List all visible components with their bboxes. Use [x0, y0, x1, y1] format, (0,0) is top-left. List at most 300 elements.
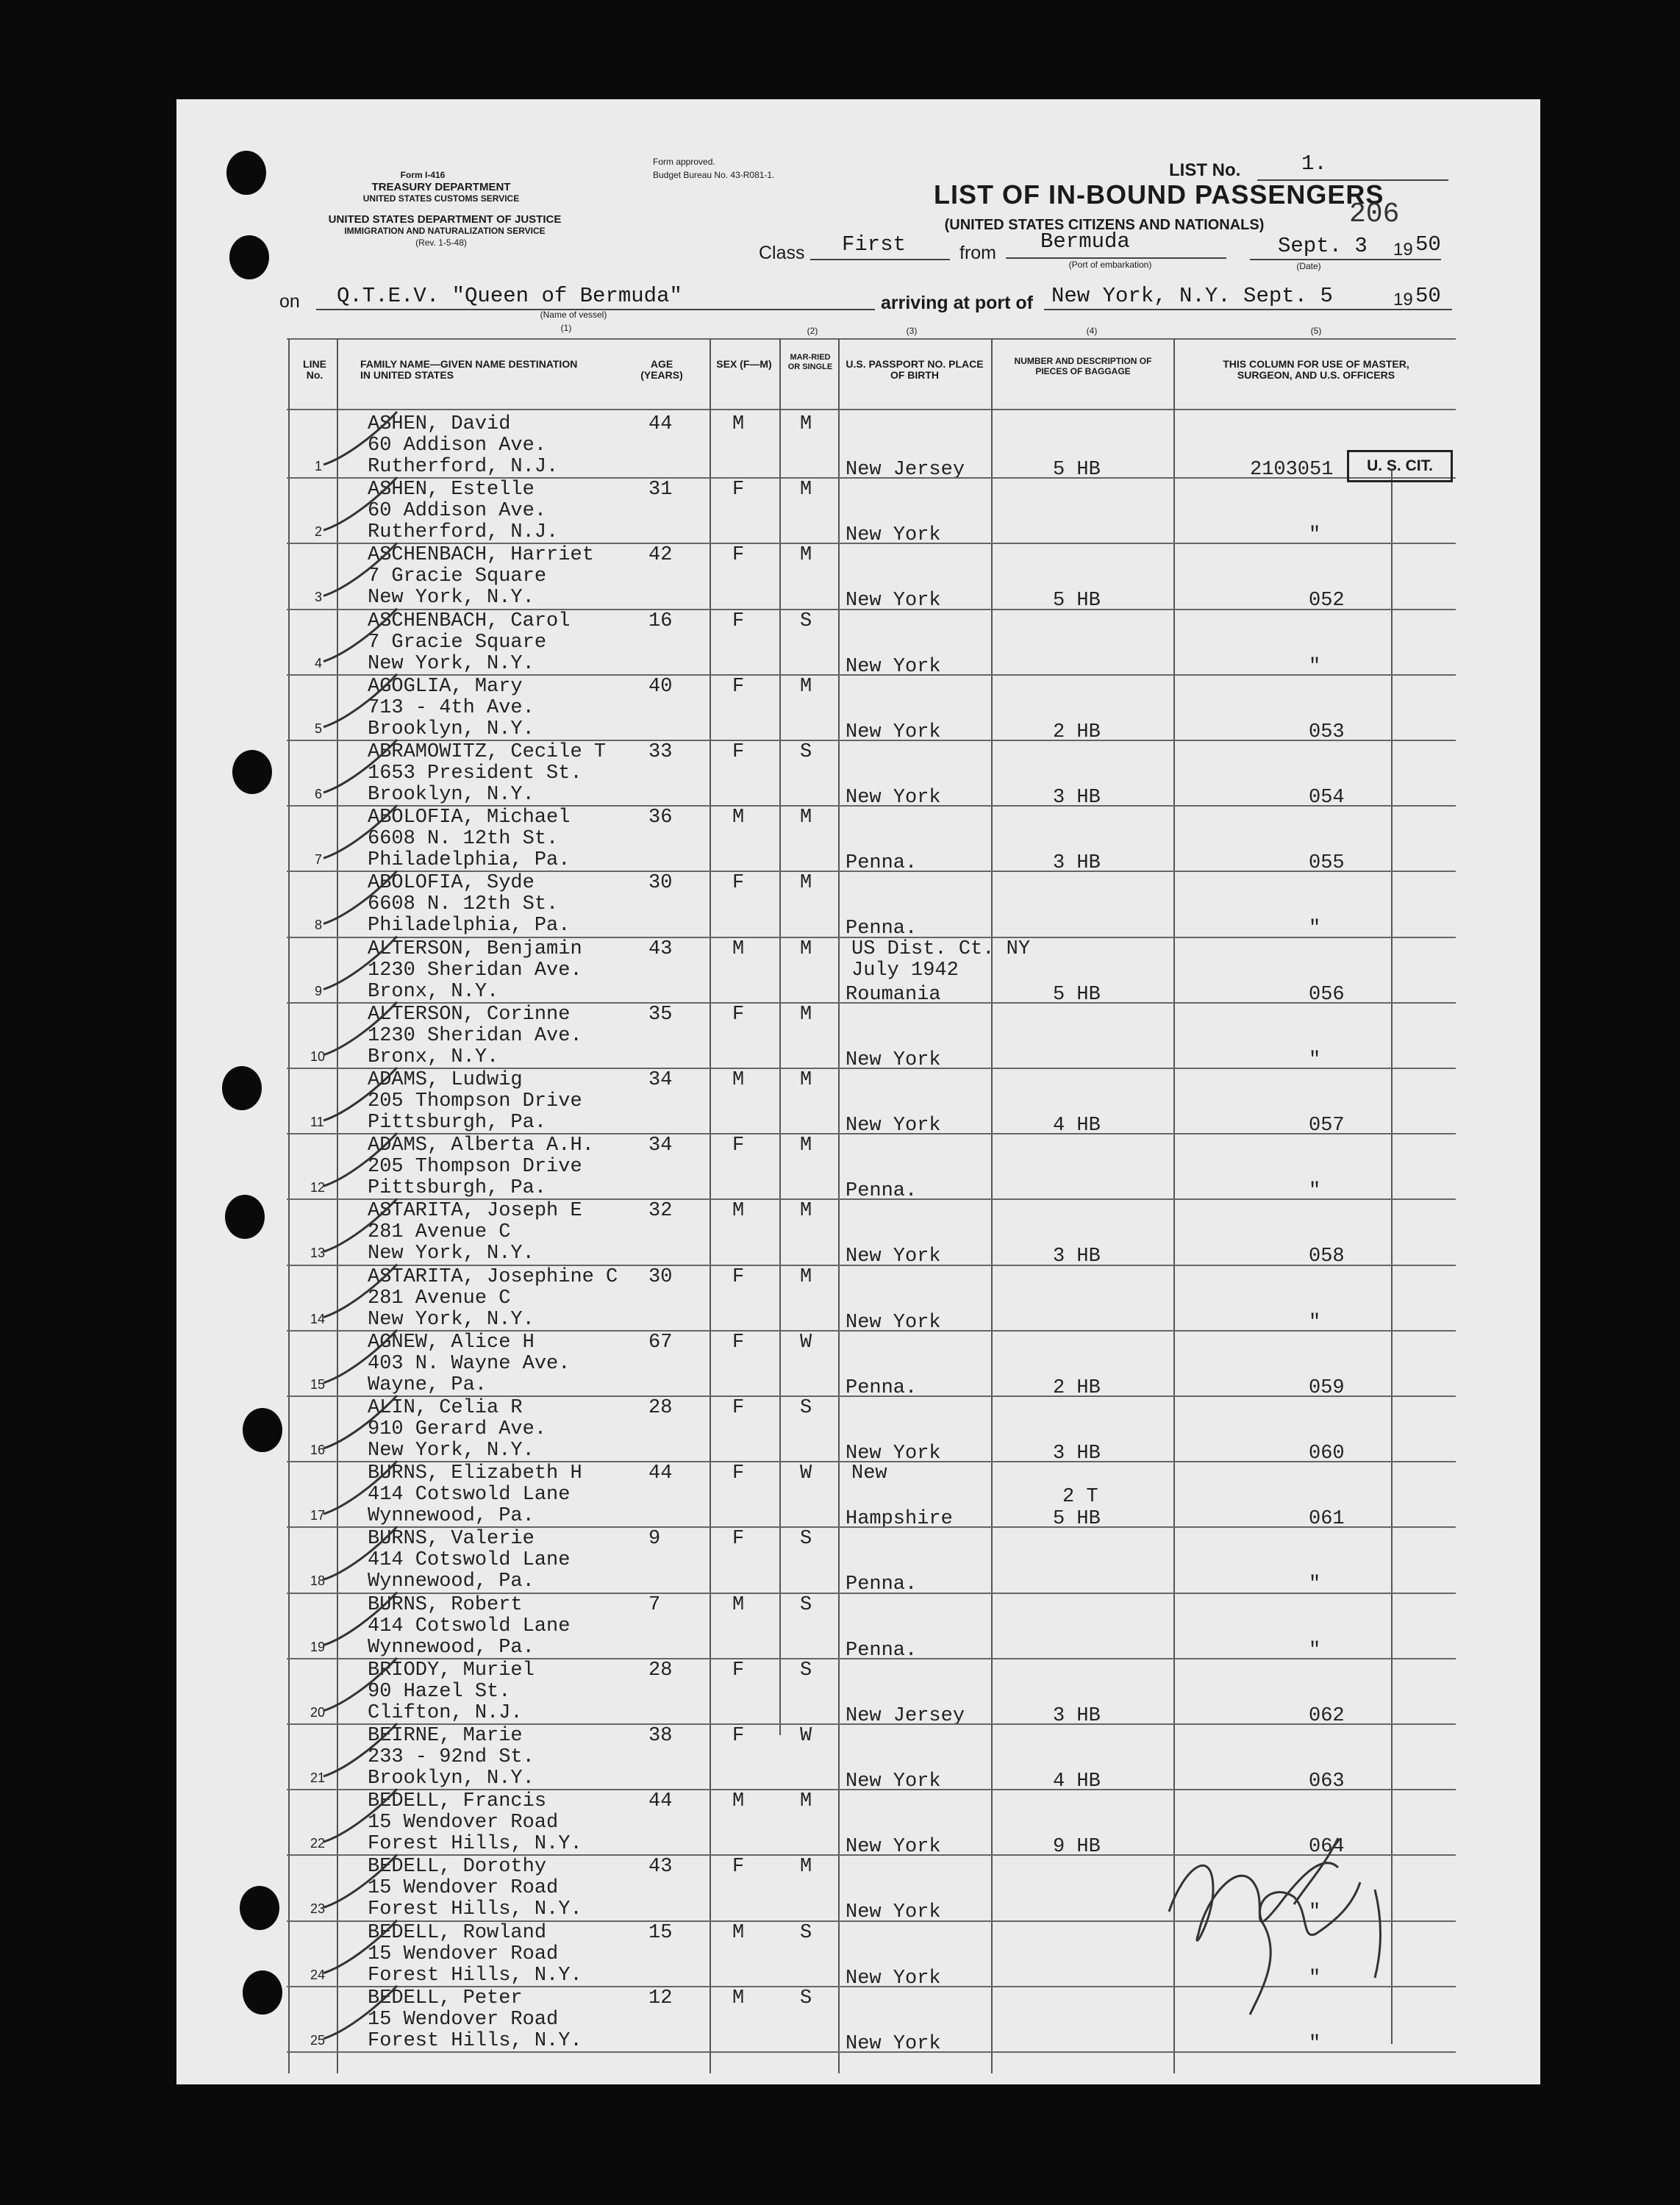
- age: 38: [648, 1725, 673, 1747]
- punch-hole: [232, 750, 272, 794]
- marital-status: W: [800, 1725, 812, 1747]
- address-city: Bronx, N.Y.: [368, 1046, 499, 1068]
- line-number: 11: [310, 1115, 324, 1129]
- place-of-birth: New York: [846, 1311, 941, 1334]
- passport-info: US Dist. Ct. NY: [851, 937, 1031, 960]
- place-of-birth: New York: [846, 1770, 941, 1793]
- sex: F: [732, 1265, 745, 1288]
- baggage: 5 HB: [1053, 983, 1101, 1006]
- sex: F: [732, 675, 745, 698]
- col-head-married: MAR-RIED OR SINGLE: [787, 353, 833, 371]
- arriving-label: arriving at port of: [881, 293, 1033, 313]
- col-head-age: AGE (YEARS): [640, 358, 683, 381]
- sex: M: [732, 1593, 745, 1616]
- passenger-name: ABOLOFIA, Michael: [368, 807, 571, 829]
- marital-status: M: [800, 675, 812, 698]
- baggage: 3 HB: [1053, 1246, 1101, 1268]
- row-rule: [287, 2051, 1456, 2053]
- list-no-line: [1257, 179, 1448, 181]
- marital-status: W: [800, 1462, 812, 1485]
- marital-status: S: [800, 1528, 812, 1551]
- address-street: 281 Avenue C: [368, 1221, 511, 1244]
- passenger-name: BURNS, Elizabeth H: [368, 1462, 582, 1485]
- officer-code: 2103051: [1250, 459, 1334, 481]
- place-of-birth: New Jersey: [846, 1704, 965, 1727]
- arrival-year-prefix: 19: [1393, 290, 1413, 310]
- sex: F: [732, 1528, 745, 1551]
- budget-bureau: Budget Bureau No. 43-R081-1.: [653, 170, 775, 180]
- sex: F: [732, 1003, 745, 1026]
- address-city: Forest Hills, N.Y.: [368, 1833, 582, 1856]
- sex: F: [732, 872, 745, 895]
- address-city: New York, N.Y.: [368, 652, 535, 675]
- line-number: 19: [310, 1639, 326, 1654]
- sex: F: [732, 1659, 745, 1682]
- age: 28: [648, 1397, 673, 1419]
- address-city: Forest Hills, N.Y.: [368, 1898, 582, 1921]
- place-of-birth: New Jersey: [846, 459, 965, 481]
- col-rule: [1391, 471, 1393, 2044]
- arrival-year: 50: [1415, 284, 1441, 308]
- officer-code: ": [1309, 2032, 1321, 2055]
- age: 16: [648, 610, 673, 632]
- officer-code: ": [1309, 655, 1321, 678]
- address-city: Bronx, N.Y.: [368, 980, 499, 1003]
- address-street: 205 Thompson Drive: [368, 1156, 582, 1179]
- passenger-name: BEDELL, Rowland: [368, 1921, 547, 1944]
- punch-hole: [243, 1970, 282, 2015]
- officer-code: ": [1309, 1573, 1321, 1596]
- form-number: Form I-416: [400, 170, 446, 180]
- address-street: 403 N. Wayne Ave.: [368, 1352, 571, 1375]
- col-rule: [779, 338, 781, 1735]
- treasury-department: TREASURY DEPARTMENT: [371, 181, 511, 193]
- address-city: Wynnewood, Pa.: [368, 1570, 535, 1593]
- marital-status: S: [800, 741, 812, 763]
- col-num-2: (2): [807, 326, 818, 336]
- marital-status: M: [800, 1200, 812, 1223]
- place-of-birth: New York: [846, 1836, 941, 1859]
- age: 28: [648, 1659, 673, 1682]
- line-number: 16: [310, 1443, 326, 1457]
- address-city: Philadelphia, Pa.: [368, 915, 571, 937]
- place-of-birth: New York: [846, 1048, 941, 1071]
- col-head-passport: U.S. PASSPORT NO. PLACE OF BIRTH: [846, 358, 984, 381]
- place-of-birth: Hampshire: [846, 1508, 953, 1531]
- sex: F: [732, 479, 745, 501]
- marital-status: M: [800, 413, 812, 435]
- place-of-birth: New York: [846, 1967, 941, 1990]
- departure-year: 50: [1415, 232, 1441, 257]
- passport-info: New: [851, 1462, 887, 1485]
- from-line: [1006, 257, 1226, 259]
- col-num-4: (4): [1086, 326, 1098, 336]
- officer-code: ": [1309, 1180, 1321, 1203]
- sex: M: [732, 413, 745, 435]
- sex: F: [732, 544, 745, 567]
- sex: M: [732, 807, 745, 829]
- age: 44: [648, 1462, 673, 1485]
- age: 44: [648, 413, 673, 435]
- baggage: 9 HB: [1053, 1836, 1101, 1859]
- sex: F: [732, 1725, 745, 1747]
- sex: M: [732, 1200, 745, 1223]
- sex: M: [732, 937, 745, 960]
- marital-status: M: [800, 1790, 812, 1813]
- place-of-birth: Penna.: [846, 918, 918, 940]
- place-of-birth: New York: [846, 524, 941, 547]
- passenger-name: ASTARITA, Josephine C: [368, 1265, 618, 1288]
- col-head-name: FAMILY NAME—GIVEN NAME DESTINATION IN UNITED STATES: [360, 358, 578, 381]
- col-num-5: (5): [1310, 326, 1322, 336]
- age: 31: [648, 479, 673, 501]
- immigration-service: IMMIGRATION AND NATURALIZATION SERVICE: [344, 226, 546, 236]
- officer-code: ": [1309, 1967, 1321, 1990]
- sex: M: [732, 1069, 745, 1091]
- place-of-birth: Roumania: [846, 983, 941, 1006]
- passenger-name: ASTARITA, Joseph E: [368, 1200, 582, 1223]
- sex: F: [732, 1331, 745, 1354]
- on-label: on: [279, 291, 300, 312]
- officer-code: 060: [1309, 1443, 1345, 1465]
- passenger-name: BEIRNE, Marie: [368, 1725, 523, 1747]
- page-subtitle: (UNITED STATES CITIZENS AND NATIONALS): [944, 217, 1265, 233]
- date-line: [1250, 259, 1441, 260]
- officer-code: ": [1309, 1311, 1321, 1334]
- punch-hole: [225, 1195, 265, 1239]
- address-city: Brooklyn, N.Y.: [368, 718, 535, 740]
- passenger-name: BEDELL, Peter: [368, 1987, 523, 2009]
- officer-code: 063: [1309, 1770, 1345, 1793]
- officer-code: ": [1309, 918, 1321, 940]
- age: 30: [648, 872, 673, 895]
- address-street: 90 Hazel St.: [368, 1680, 511, 1703]
- sex: F: [732, 1462, 745, 1485]
- passport-info: July 1942: [851, 959, 959, 982]
- address-city: Clifton, N.J.: [368, 1701, 523, 1724]
- address-street: 414 Cotswold Lane: [368, 1484, 571, 1507]
- passenger-name: BEDELL, Dorothy: [368, 1856, 547, 1879]
- departure-date: Sept. 3: [1278, 234, 1368, 258]
- passenger-name: BURNS, Valerie: [368, 1528, 535, 1551]
- col-head-sex: SEX (F—M): [716, 358, 772, 370]
- passenger-name: ALTERSON, Corinne: [368, 1003, 571, 1026]
- place-of-birth: New York: [846, 1443, 941, 1465]
- passenger-name: ADAMS, Ludwig: [368, 1069, 523, 1091]
- sex: M: [732, 1790, 745, 1813]
- line-number: 21: [310, 1770, 326, 1785]
- officer-code: 054: [1309, 787, 1345, 809]
- sex: F: [732, 1397, 745, 1419]
- passenger-name: ASHEN, Estelle: [368, 479, 535, 501]
- line-number: 6: [315, 787, 323, 801]
- line-number: 20: [310, 1704, 326, 1720]
- address-city: New York, N.Y.: [368, 1440, 535, 1462]
- marital-status: M: [800, 872, 812, 895]
- address-street: 910 Gerard Ave.: [368, 1418, 547, 1440]
- passenger-name: ABRAMOWITZ, Cecile T: [368, 741, 607, 763]
- age: 43: [648, 1856, 673, 1879]
- line-number: 9: [315, 983, 323, 998]
- passenger-name: ASCHENBACH, Harriet: [368, 544, 594, 567]
- age: 34: [648, 1134, 673, 1157]
- marital-status: M: [800, 1134, 812, 1157]
- baggage: 5 HB: [1053, 1508, 1101, 1531]
- marital-status: M: [800, 1069, 812, 1091]
- place-of-birth: New York: [846, 1246, 941, 1268]
- place-of-birth: New York: [846, 590, 941, 612]
- address-street: 414 Cotswold Lane: [368, 1549, 571, 1572]
- address-street: 233 - 92nd St.: [368, 1746, 535, 1768]
- departure-year-prefix: 19: [1393, 240, 1413, 260]
- place-of-birth: New York: [846, 655, 941, 678]
- officer-code: 059: [1309, 1376, 1345, 1399]
- arrival-line: [1044, 309, 1452, 310]
- line-number: 7: [315, 852, 323, 868]
- age: 12: [648, 1987, 673, 2009]
- line-number: 2: [315, 524, 323, 540]
- officer-code: 056: [1309, 983, 1345, 1006]
- baggage: 3 HB: [1053, 852, 1101, 875]
- address-city: Pittsburgh, Pa.: [368, 1112, 547, 1134]
- baggage: 2 T: [1062, 1486, 1098, 1509]
- us-citizen-stamp: U. S. CIT.: [1347, 450, 1453, 482]
- revision-date: (Rev. 1-5-48): [415, 237, 467, 248]
- address-city: Forest Hills, N.Y.: [368, 1964, 582, 1987]
- vessel-caption: (Name of vessel): [540, 310, 607, 320]
- address-city: Philadelphia, Pa.: [368, 849, 571, 872]
- passenger-name: ADAMS, Alberta A.H.: [368, 1134, 594, 1157]
- officer-code: 055: [1309, 852, 1345, 875]
- passenger-name: BRIODY, Muriel: [368, 1659, 535, 1682]
- age: 30: [648, 1265, 673, 1288]
- age: 33: [648, 741, 673, 763]
- officer-code: 057: [1309, 1115, 1345, 1137]
- line-number: 8: [315, 918, 323, 933]
- place-of-birth: Penna.: [846, 1180, 918, 1203]
- col-num-1: (1): [560, 323, 572, 333]
- marital-status: S: [800, 1593, 812, 1616]
- from-value: Bermuda: [1040, 229, 1130, 254]
- address-city: Pittsburgh, Pa.: [368, 1177, 547, 1200]
- sex: M: [732, 1987, 745, 2009]
- line-number: 23: [310, 1901, 326, 1917]
- line-number: 18: [310, 1573, 326, 1589]
- passenger-name: ALIN, Celia R: [368, 1397, 523, 1419]
- date-caption: (Date): [1296, 261, 1321, 271]
- col-num-3: (3): [906, 326, 918, 336]
- address-street: 15 Wendover Road: [368, 1943, 559, 1965]
- address-city: Wynnewood, Pa.: [368, 1505, 535, 1528]
- col-rule: [709, 338, 711, 2073]
- passenger-name: ASHEN, David: [368, 413, 511, 435]
- baggage: 5 HB: [1053, 590, 1101, 612]
- from-label: from: [959, 243, 996, 263]
- col-rule: [838, 338, 840, 2073]
- baggage: 3 HB: [1053, 787, 1101, 809]
- arrival-port: New York, N.Y. Sept. 5: [1051, 284, 1333, 308]
- address-street: 60 Addison Ave.: [368, 500, 547, 523]
- place-of-birth: New York: [846, 721, 941, 743]
- place-of-birth: New York: [846, 787, 941, 809]
- marital-status: S: [800, 610, 812, 632]
- baggage: 3 HB: [1053, 1704, 1101, 1727]
- line-number: 10: [310, 1048, 326, 1064]
- passenger-name: BEDELL, Francis: [368, 1790, 547, 1813]
- table-top-rule: [287, 338, 1456, 340]
- passenger-name: BURNS, Robert: [368, 1593, 523, 1616]
- address-street: 15 Wendover Road: [368, 2008, 559, 2031]
- address-street: 60 Addison Ave.: [368, 435, 547, 457]
- marital-status: M: [800, 544, 812, 567]
- form-approved: Form approved.: [653, 157, 715, 167]
- col-rule: [1173, 338, 1175, 2073]
- age: 43: [648, 937, 673, 960]
- embark-caption: (Port of embarkation): [1068, 260, 1152, 270]
- col-rule: [337, 338, 338, 2073]
- age: 67: [648, 1331, 673, 1354]
- line-number: 24: [310, 1967, 326, 1982]
- age: 40: [648, 675, 673, 698]
- list-no-label: LIST No.: [1169, 160, 1241, 180]
- punch-hole: [243, 1408, 282, 1452]
- punch-hole: [222, 1066, 262, 1110]
- line-number: 5: [315, 721, 323, 736]
- punch-hole: [226, 151, 266, 195]
- sex: F: [732, 1856, 745, 1879]
- marital-status: M: [800, 1856, 812, 1879]
- marital-status: M: [800, 1003, 812, 1026]
- address-street: 205 Thompson Drive: [368, 1090, 582, 1112]
- class-label: Class: [759, 243, 805, 263]
- officer-code: ": [1309, 1048, 1321, 1071]
- officer-code: 062: [1309, 1704, 1345, 1727]
- list-no-value: 1.: [1301, 151, 1327, 176]
- department-of-justice: UNITED STATES DEPARTMENT OF JUSTICE: [328, 213, 562, 226]
- col-head-baggage: NUMBER AND DESCRIPTION OF PIECES OF BAGGAGE: [1014, 356, 1152, 376]
- line-number: 12: [310, 1180, 326, 1196]
- sex: F: [732, 741, 745, 763]
- address-street: 6608 N. 12th St.: [368, 828, 559, 851]
- age: 15: [648, 1921, 673, 1944]
- line-number: 22: [310, 1836, 326, 1851]
- place-of-birth: New York: [846, 1901, 941, 1924]
- line-number: 13: [310, 1246, 326, 1261]
- officer-code: 058: [1309, 1246, 1345, 1268]
- col-rule: [288, 338, 290, 2073]
- marital-status: S: [800, 1397, 812, 1419]
- address-street: 1230 Sheridan Ave.: [368, 1024, 582, 1047]
- line-number: 14: [310, 1311, 326, 1326]
- baggage: 4 HB: [1053, 1770, 1101, 1793]
- page-number: 206: [1349, 199, 1400, 230]
- address-street: 414 Cotswold Lane: [368, 1615, 571, 1637]
- vessel-name: Q.T.E.V. "Queen of Bermuda": [337, 284, 682, 308]
- passenger-name: AGOGLIA, Mary: [368, 675, 523, 698]
- line-number: 4: [315, 655, 323, 671]
- age: 32: [648, 1200, 673, 1223]
- officer-code: 053: [1309, 721, 1345, 743]
- age: 35: [648, 1003, 673, 1026]
- officer-code: ": [1309, 1639, 1321, 1662]
- place-of-birth: New York: [846, 2032, 941, 2055]
- line-number: 17: [310, 1508, 326, 1523]
- address-city: Wayne, Pa.: [368, 1373, 487, 1396]
- col-head-line: LINE No.: [303, 358, 326, 381]
- line-number: 3: [315, 590, 323, 605]
- address-street: 6608 N. 12th St.: [368, 893, 559, 916]
- address-street: 713 - 4th Ave.: [368, 696, 535, 719]
- address-street: 15 Wendover Road: [368, 1877, 559, 1900]
- marital-status: M: [800, 807, 812, 829]
- address-street: 7 Gracie Square: [368, 631, 547, 654]
- passenger-name: ALTERSON, Benjamin: [368, 937, 582, 960]
- officer-code: 064: [1309, 1836, 1345, 1859]
- address-city: Rutherford, N.J.: [368, 521, 559, 544]
- officer-code: 052: [1309, 590, 1345, 612]
- passenger-name: ABOLOFIA, Syde: [368, 872, 535, 895]
- age: 36: [648, 807, 673, 829]
- age: 44: [648, 1790, 673, 1813]
- age: 34: [648, 1069, 673, 1091]
- class-value: First: [842, 232, 907, 257]
- officer-code: ": [1309, 1901, 1321, 1924]
- age: 42: [648, 544, 673, 567]
- address-street: 1230 Sheridan Ave.: [368, 959, 582, 982]
- baggage: 5 HB: [1053, 459, 1101, 481]
- age: 7: [648, 1593, 661, 1616]
- page-title: LIST OF IN-BOUND PASSENGERS: [934, 179, 1384, 210]
- table-header-rule: [287, 409, 1456, 410]
- address-city: New York, N.Y.: [368, 1243, 535, 1265]
- baggage: 2 HB: [1053, 721, 1101, 743]
- marital-status: M: [800, 1265, 812, 1288]
- sex: F: [732, 610, 745, 632]
- passenger-name: AGNEW, Alice H: [368, 1331, 535, 1354]
- place-of-birth: Penna.: [846, 1639, 918, 1662]
- place-of-birth: Penna.: [846, 852, 918, 875]
- punch-hole: [229, 235, 269, 279]
- baggage: 4 HB: [1053, 1115, 1101, 1137]
- address-street: 281 Avenue C: [368, 1287, 511, 1309]
- passenger-name: ASCHENBACH, Carol: [368, 610, 571, 632]
- address-city: Brooklyn, N.Y.: [368, 1768, 535, 1790]
- address-city: Forest Hills, N.Y.: [368, 2029, 582, 2052]
- address-city: Wynnewood, Pa.: [368, 1636, 535, 1659]
- class-line: [810, 259, 950, 260]
- place-of-birth: New York: [846, 1115, 941, 1137]
- place-of-birth: Penna.: [846, 1573, 918, 1596]
- age: 9: [648, 1528, 661, 1551]
- address-street: 15 Wendover Road: [368, 1812, 559, 1834]
- line-number: 1: [315, 459, 323, 473]
- marital-status: S: [800, 1921, 812, 1944]
- col-head-officers: THIS COLUMN FOR USE OF MASTER, SURGEON, AND U.S. OFFICERS: [1223, 358, 1409, 381]
- marital-status: M: [800, 937, 812, 960]
- address-city: New York, N.Y.: [368, 1308, 535, 1331]
- marital-status: W: [800, 1331, 812, 1354]
- marital-status: S: [800, 1987, 812, 2009]
- line-number: 25: [310, 2032, 326, 2048]
- address-city: Brooklyn, N.Y.: [368, 784, 535, 806]
- punch-hole: [240, 1886, 279, 1930]
- address-city: New York, N.Y.: [368, 587, 535, 610]
- marital-status: S: [800, 1659, 812, 1682]
- baggage: 3 HB: [1053, 1443, 1101, 1465]
- place-of-birth: Penna.: [846, 1376, 918, 1399]
- customs-service: UNITED STATES CUSTOMS SERVICE: [362, 193, 520, 204]
- sex: F: [732, 1134, 745, 1157]
